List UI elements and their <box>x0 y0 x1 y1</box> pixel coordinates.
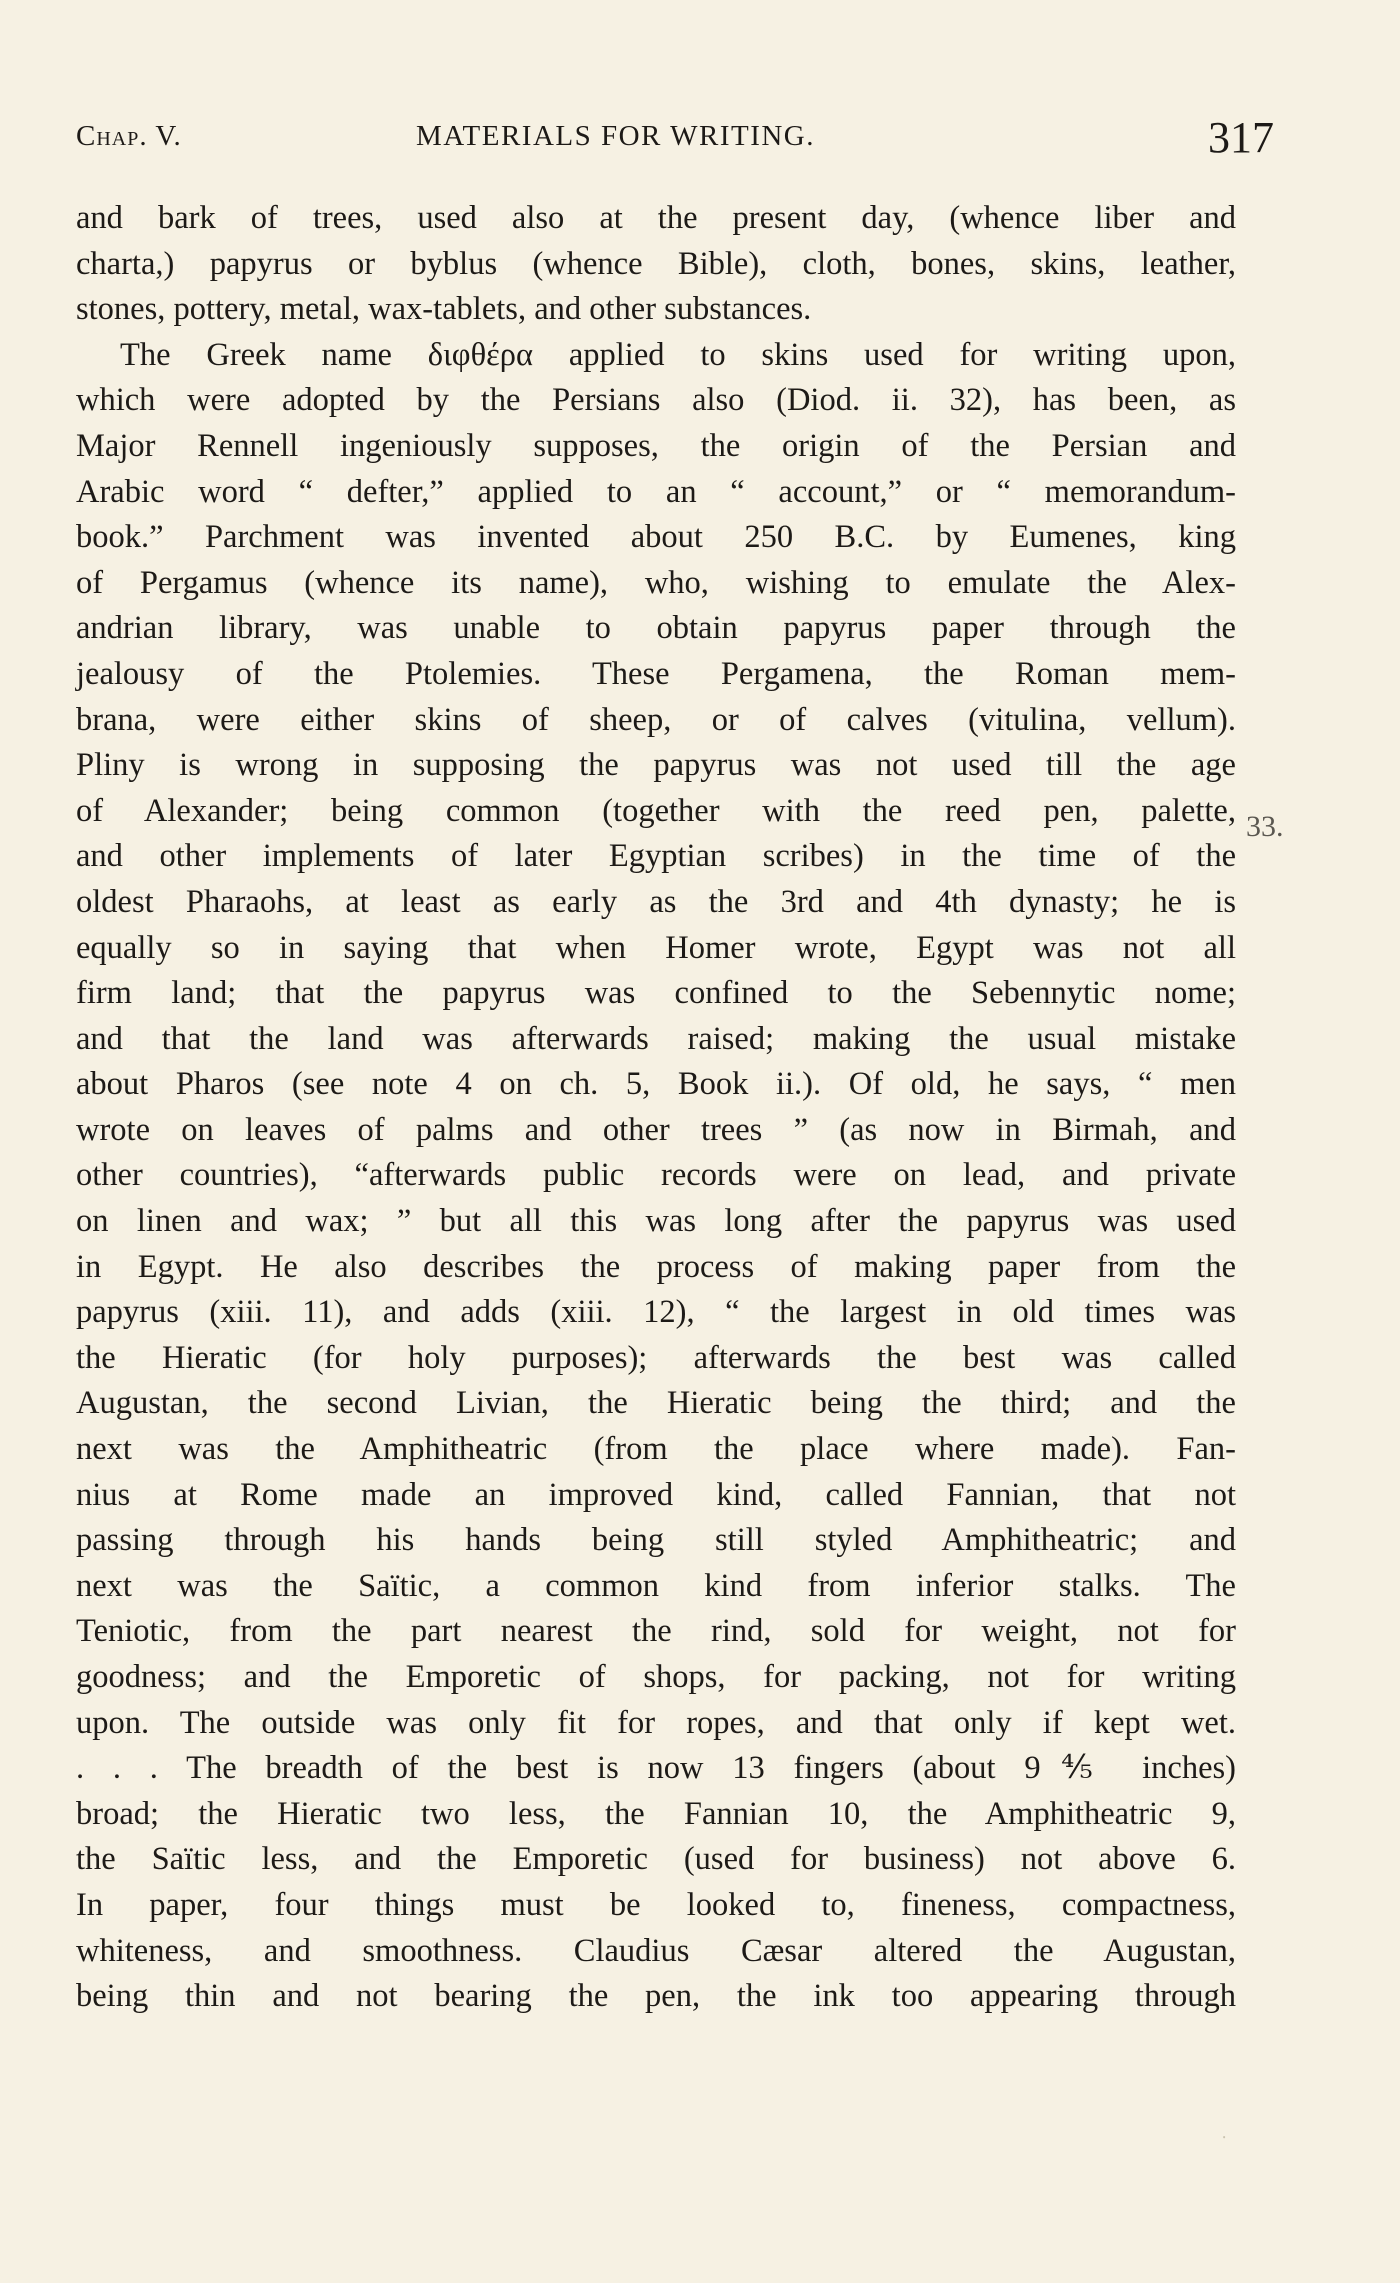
text-line: and other implements of later Egyptian scribes) in the time of the <box>76 838 1236 875</box>
paper-speck: ⸱ <box>1222 2130 1227 2147</box>
text-line: next was the Saïtic, a common kind from inferior stalks. The <box>76 1567 1236 1604</box>
text-line: charta,) papyrus or byblus (whence Bible), cloth, bones, skins, leather, <box>76 245 1236 282</box>
text-line: the Hieratic (for holy purposes); afterwards the best was called <box>76 1339 1236 1376</box>
chapter-label: Chap. V. <box>76 120 182 152</box>
text-line: of Pergamus (whence its name), who, wishing to emulate the Alex- <box>76 564 1236 601</box>
text-line: whiteness, and smoothness. Claudius Cæsar altered the Augustan, <box>76 1932 1236 1969</box>
running-header <box>76 112 1274 172</box>
text-line: The Greek name διφθέρα applied to skins used for writing upon, <box>120 336 1236 373</box>
text-line: goodness; and the Emporetic of shops, for packing, not for writing <box>76 1659 1236 1695</box>
text-line: nius at Rome made an improved kind, called Fannian, that not <box>76 1476 1236 1513</box>
page-number: 317 <box>1208 113 1274 162</box>
text-line: and that the land was afterwards raised; making the usual mistake <box>76 1020 1236 1057</box>
text-line: firm land; that the papyrus was confined to the Sebennytic nome; <box>76 975 1236 1012</box>
margin-note: 33. <box>1246 810 1284 843</box>
text-line: wrote on leaves of palms and other trees ” (as now in Birmah, and <box>76 1111 1236 1148</box>
text-line: Augustan, the second Livian, the Hieratic being the third; and the <box>76 1385 1236 1422</box>
text-line: oldest Pharaohs, at least as early as the 3rd and 4th dynasty; he is <box>76 883 1236 920</box>
text-line: papyrus (xiii. 11), and adds (xiii. 12), “ the largest in old times was <box>76 1294 1236 1331</box>
text-line: Pliny is wrong in supposing the papyrus was not used till the age <box>76 747 1236 784</box>
text-line: book.” Parchment was invented about 250 B.C. by Eumenes, king <box>76 519 1236 556</box>
text-line: Major Rennell ingeniously supposes, the origin of the Persian and <box>76 427 1236 464</box>
text-line: other countries), “afterwards public records were on lead, and private <box>76 1157 1236 1194</box>
text-line: . . . The breadth of the best is now 13 fingers (about 9⅘ inches) <box>76 1750 1236 1787</box>
text-line: jealousy of the Ptolemies. These Pergamena, the Roman mem- <box>76 655 1236 692</box>
text-line: Arabic word “ defter,” applied to an “ account,” or “ memorandum- <box>76 473 1236 510</box>
text-line: which were adopted by the Persians also (Diod. ii. 32), has been, as <box>76 382 1236 419</box>
text-line: on linen and wax; ” but all this was long after the papyrus was used <box>76 1203 1236 1240</box>
text-line: equally so in saying that when Homer wrote, Egypt was not all <box>76 929 1236 966</box>
text-line: stones, pottery, metal, wax-tablets, and other substances. <box>76 291 812 328</box>
running-title: MATERIALS FOR WRITING. <box>416 120 815 152</box>
text-line: Teniotic, from the part nearest the rind, sold for weight, not for <box>76 1613 1236 1650</box>
text-line: being thin and not bearing the pen, the ink too appearing through <box>76 1978 1236 2015</box>
text-line: next was the Amphitheatric (from the place where made). Fan- <box>76 1431 1236 1468</box>
body-text <box>76 196 1236 2020</box>
text-line: upon. The outside was only fit for ropes, and that only if kept wet. <box>76 1704 1236 1741</box>
text-line: andrian library, was unable to obtain papyrus paper through the <box>76 610 1236 647</box>
text-line: broad; the Hieratic two less, the Fannian 10, the Amphitheatric 9, <box>76 1795 1236 1832</box>
text-line: passing through his hands being still styled Amphitheatric; and <box>76 1522 1236 1559</box>
text-line: in Egypt. He also describes the process of making paper from the <box>76 1248 1236 1285</box>
text-line: of Alexander; being common (together with the reed pen, palette, <box>76 792 1236 829</box>
text-line: In paper, four things must be looked to, fineness, compactness, <box>76 1886 1236 1923</box>
text-line: the Saïtic less, and the Emporetic (used for business) not above 6. <box>76 1841 1236 1878</box>
text-line: brana, were either skins of sheep, or of calves (vitulina, vellum). <box>76 701 1236 738</box>
text-line: and bark of trees, used also at the present day, (whence liber and <box>76 200 1236 236</box>
text-line: about Pharos (see note 4 on ch. 5, Book ii.). Of old, he says, “ men <box>76 1066 1236 1103</box>
